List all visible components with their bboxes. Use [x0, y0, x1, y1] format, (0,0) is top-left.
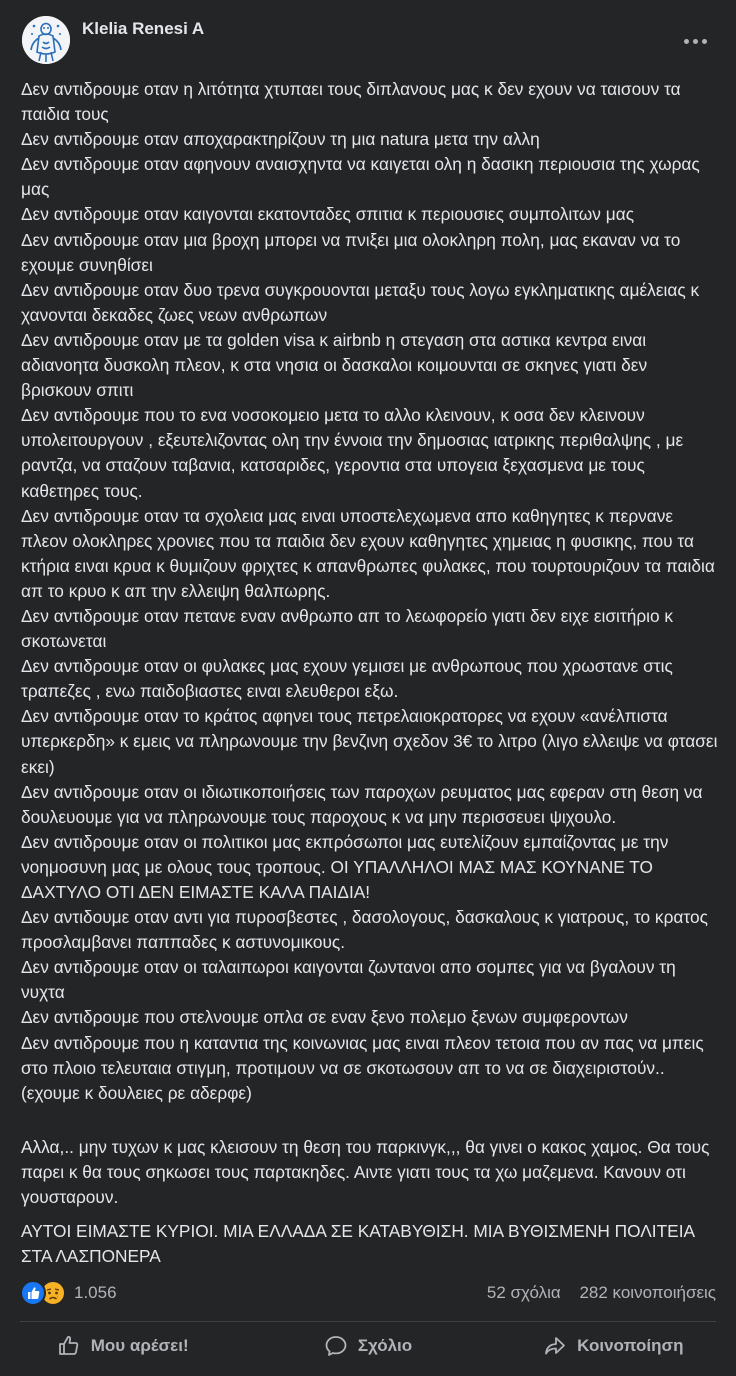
comment-button[interactable]	[245, 1322, 490, 1370]
post-actions	[0, 1322, 736, 1370]
post-text	[21, 77, 721, 1106]
comment-label: Σχόλιο	[357, 1336, 413, 1355]
post-line: Δεν αντιδουμε οταν αντι για πυροσβεστες , δασολογους, δασκαλους κ γιατρους, το κρατος προσλαμβανει παππαδες κ αστυνομικους.	[21, 907, 708, 953]
like-label: Μου αρέσει!	[90, 1336, 189, 1355]
post-line: Δεν αντιδρουμε οταν δυο τρενα συγκρουονται μεταξυ τους λογω εγκληματικης αμέλειας κ χανονται δεκαδες ζωες νεων ανθρωπων	[21, 279, 700, 325]
post-line: Δεν αντιδρουμε που στελνουμε οπλα σε εναν ξενο πολεμο ξενων συμφεροντων	[21, 1007, 628, 1028]
post-line: Δεν αντιδρουμε που η καταντια της κοινωνιας μας ειναι πλεον τετοια που αν πας να μπεις στο πλοιο τελευταια στιγμη, προτιμουν να σε σκοτωσουν απ το να σε διαχειριστούν..(εχουμε κ δουλειες ρε αδερφε)	[21, 1032, 704, 1103]
post-line: Δεν αντιδρουμε οταν οι φυλακες μας εχουν γεμισει με ανθρωπους που χρωστανε στις τραπεζες , ενω παιδοβιαστες ειναι ελευθεροι εξω.	[21, 656, 673, 702]
like-button[interactable]	[0, 1322, 245, 1370]
post-line: Δεν αντιδρουμε που το ενα νοσοκομειο μετα το αλλο κλεινουν, κ οσα δεν κλεινουν υπολειτουργουν , εξευτελιζοντας ολη την έννοια την δημοσιας ιατρικης περιθαλψης , με ραντζα, να σταζουν ταβανια, κατσαριδες, γεροντια στα υπογεια ξεχασμενα με τους καθετηρες τους.	[21, 405, 684, 501]
post-line: Δεν αντιδρουμε οταν μια βροχη μπορει να πνιξει μια ολοκληρη πολη, μας εκαναν να το εχουμε συνηθίσει	[21, 229, 681, 275]
avatar-image	[22, 16, 70, 64]
post-line: Δεν αντιδρουμε οταν αποχαρακτηρίζουν τη μια natura μετα την αλλη	[21, 129, 540, 150]
reactions-summary[interactable]	[20, 1280, 117, 1306]
post-paragraph-3: ΑΥΤΟΙ ΕΙΜΑΣΤΕ ΚΥΡΙΟΙ. ΜΙΑ ΕΛΛΑΔΑ ΣΕ ΚΑΤΑΒΥΘΙΣΗ. ΜΙΑ ΒΥΘΙΣΜΕΝΗ ΠΟΛΙΤΕΙΑ ΣΤΑ ΛΑΣΠΟΝΕΡΑ	[21, 1221, 695, 1267]
post-line: Δεν αντιδρουμε οταν αφηνουν αναισχηντα να καιγεται ολη η δασικη περιουσια της χωρας μας	[21, 154, 700, 200]
more-options-button[interactable]	[678, 24, 712, 58]
post-line: Δεν αντιδρουμε οταν πετανε εναν ανθρωπο απ το λεωφορείο γιατι δεν ειχε εισιτήριο κ σκοτωνεται	[21, 605, 674, 652]
thumbs-up-icon	[57, 1334, 81, 1358]
comment-icon	[324, 1334, 348, 1358]
post-line: Δεν αντιδρουμε οταν τα σχολεια μας ειναι υποστελεχωμενα απο καθηγητες κ περνανε πλεον ολοκληρες χρονιες που τα παιδια δεν εχουν καθηγητες χημειας η φυσικης, που τα κτήρια ειναι κρυα κ θυμιζουν φριχτες κ απανθρωπες φυλακες, που τουρτουριζουν τα παιδια απ το κρυο κ απ την ελλειψη θαλπωρης.	[21, 505, 715, 601]
shares-count-link[interactable]: 282 κοινοποιήσεις	[579, 1283, 716, 1302]
dot-icon	[702, 39, 707, 44]
post-line: Δεν αντιδρουμε οταν το κράτος αφηνει τους πετρελαιοκρατορες να εχουν «ανέλπιστα υπερκερδη» κ εμεις να πληρωνουμε την βενζινη σχεδον 3€ το λιτρο (λιγο ελλειψε να φτασει εκει)	[21, 706, 718, 777]
dot-icon	[684, 39, 689, 44]
post-line: Δεν αντιδρουμε οταν με τα golden visa κ airbnb η στεγαση στα αστικα κεντρα ειναι αδιανοητα δυσκολη πλεον, κ στα νησια οι δασκαλοι κοιμουνται σε σκηνες γιατι δεν βρισκουν σπιτι	[21, 329, 648, 401]
share-label: Κοινοποίηση	[577, 1336, 684, 1355]
like-reaction-icon	[20, 1280, 46, 1306]
post-line: Δεν αντιδρουμε οταν καιγονται εκατονταδες σπιτια κ περιουσιες συμπολιτων μας	[21, 204, 635, 225]
avatar[interactable]	[22, 16, 70, 64]
post-line: Δεν αντιδρουμε οταν οι ταλαιπωροι καιγονται ζωντανοι απο σομπες για να βγαλουν τη νυχτα	[21, 957, 676, 1003]
post-line: Δεν αντιδρουμε οταν οι πολιτικοι μας εκπρόσωποι μας ευτελίζουν εμπαίζοντας με την νοημοσυνη μας με ολους τους τροπους. ΟΙ ΥΠΑΛΛΗΛΟΙ ΜΑΣ ΜΑΣ ΚΟΥΝΑΝΕ ΤΟ ΔΑΧΤΥΛΟ ΟΤΙ ΔΕΝ ΕΙΜΑΣΤΕ ΚΑΛΑ ΠΑΙΔΙΑ!	[21, 831, 669, 902]
reaction-count: 1.056	[74, 1283, 117, 1302]
comments-count-link[interactable]: 52 σχόλια	[486, 1283, 561, 1302]
author-name[interactable]: Klelia Renesi A	[82, 19, 205, 38]
dot-icon	[693, 39, 698, 44]
post-line: Δεν αντιδρουμε οταν η λιτότητα χτυπαει τους διπλανους μας κ δεν εχουν να ταισουν τα παιδια τους	[21, 79, 681, 125]
post-stats	[473, 1283, 716, 1303]
post-paragraph-2: Αλλα,.. μην τυχων κ μας κλεισουν τη θεση του παρκινγκ,,, θα γινει ο κακος χαμος. Θα τους παρει κ θα τους σηκωσει τους παρτακηδες. Αιντε γιατι τους τα χω μαζεμενα. Κανουν οτι γουσταρουν.	[21, 1137, 710, 1208]
share-button[interactable]	[491, 1322, 736, 1370]
post-line: Δεν αντιδρουμε οταν οι ιδιωτικοποιήσεις των παροχων ρευματος μας εφεραν στη θεση να δουλευουμε για να πληρωνουμε τους παροχους κ να μην περισσευει ψιχουλο.	[21, 781, 703, 827]
share-icon	[543, 1334, 567, 1358]
post-header	[0, 0, 736, 80]
